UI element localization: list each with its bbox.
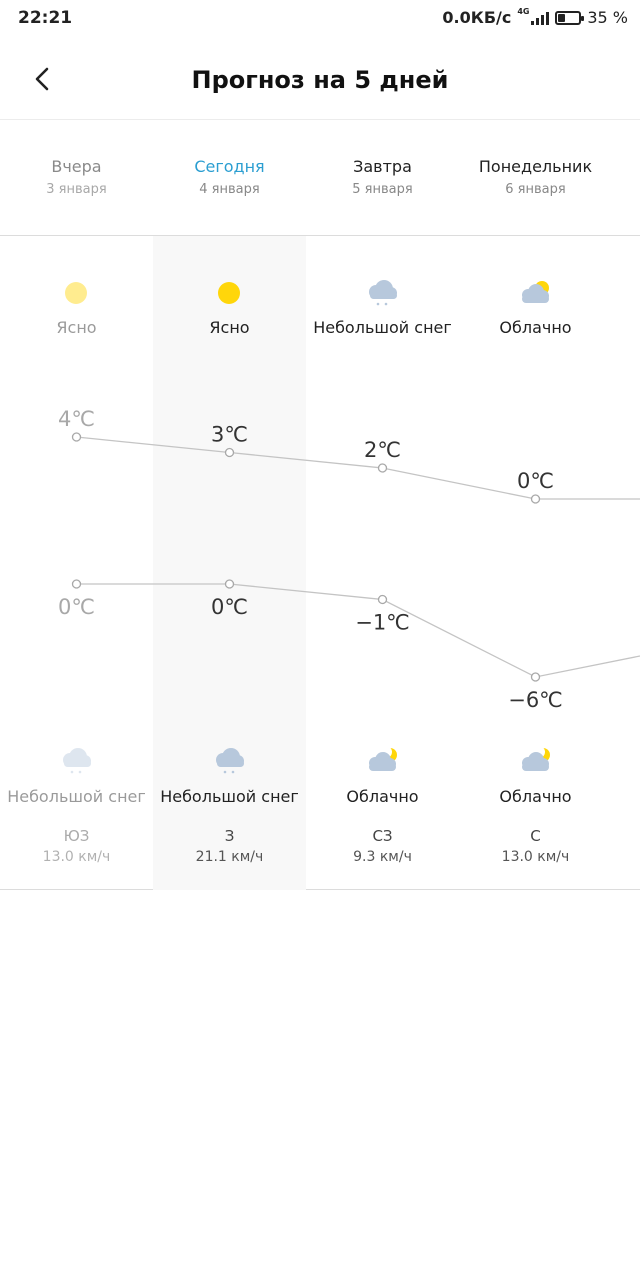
sun-icon	[56, 278, 96, 308]
battery-percent: 35 %	[587, 8, 628, 27]
night-condition: Облачно	[499, 787, 572, 806]
high-temp-label: 0℃	[517, 469, 554, 493]
tab-tomorrow[interactable]	[306, 157, 459, 197]
cloud-moon-icon	[362, 746, 402, 776]
page-title: Прогноз на 5 дней	[191, 66, 449, 94]
wind-speed: 9.3 км/ч	[353, 849, 412, 865]
tab-date: 5 января	[352, 182, 413, 197]
low-temp-label: 0℃	[211, 595, 248, 619]
wind-direction: СЗ	[372, 827, 393, 845]
tab-day-name: Вчера	[51, 157, 102, 176]
network-type: 4G	[517, 6, 530, 16]
wind-direction: С	[530, 827, 541, 845]
forecast-panel	[0, 236, 640, 890]
forecast-column-yesterday[interactable]	[0, 236, 153, 890]
night-condition: Небольшой снег	[160, 787, 299, 806]
signal-icon	[517, 6, 549, 27]
high-temp-label: 2℃	[364, 438, 401, 462]
wind-speed: 13.0 км/ч	[501, 849, 570, 865]
forecast-column-today[interactable]	[153, 236, 306, 890]
night-condition: Небольшой снег	[7, 787, 146, 806]
tab-day-name: Завтра	[353, 157, 412, 176]
status-indicators	[442, 8, 628, 27]
night-condition: Облачно	[346, 787, 419, 806]
tab-date: 6 января	[505, 182, 566, 197]
wind-speed: 13.0 км/ч	[42, 849, 111, 865]
tab-day-name: Сегодня	[194, 157, 265, 176]
tab-date: 3 января	[46, 182, 107, 197]
low-temp-label: −6℃	[508, 688, 563, 712]
tab-date: 4 января	[199, 182, 260, 197]
tab-yesterday[interactable]	[0, 157, 153, 197]
network-speed: 0.0КБ/с	[442, 8, 512, 27]
tab-monday[interactable]	[459, 157, 612, 197]
snow-cloud-icon	[56, 746, 96, 776]
day-condition: Небольшой снег	[313, 318, 452, 337]
cloud-sun-icon	[515, 278, 555, 308]
status-bar	[0, 0, 640, 38]
cloud-moon-icon	[515, 746, 555, 776]
snow-cloud-icon	[209, 746, 249, 776]
day-condition: Облачно	[499, 318, 572, 337]
high-temp-label: 3℃	[211, 422, 248, 447]
low-temp-label: 0℃	[58, 595, 95, 619]
day-tabs	[0, 121, 640, 236]
tab-day-name: Понедельник	[478, 157, 593, 176]
sun-icon	[209, 278, 249, 308]
high-temp-label: 4℃	[58, 407, 95, 431]
header	[0, 38, 640, 120]
forecast-column-monday[interactable]	[459, 236, 612, 890]
snow-cloud-icon	[362, 278, 402, 308]
tab-today[interactable]	[153, 157, 306, 197]
wind-direction: З	[224, 827, 235, 845]
day-condition: Ясно	[209, 318, 250, 337]
forecast-column-tomorrow[interactable]	[306, 236, 459, 890]
day-condition: Ясно	[56, 318, 97, 337]
wind-speed: 21.1 км/ч	[195, 849, 264, 865]
wind-direction: ЮЗ	[63, 827, 90, 845]
status-time: 22:21	[18, 8, 73, 28]
low-temp-label: −1℃	[355, 610, 410, 635]
battery-icon	[555, 11, 581, 25]
